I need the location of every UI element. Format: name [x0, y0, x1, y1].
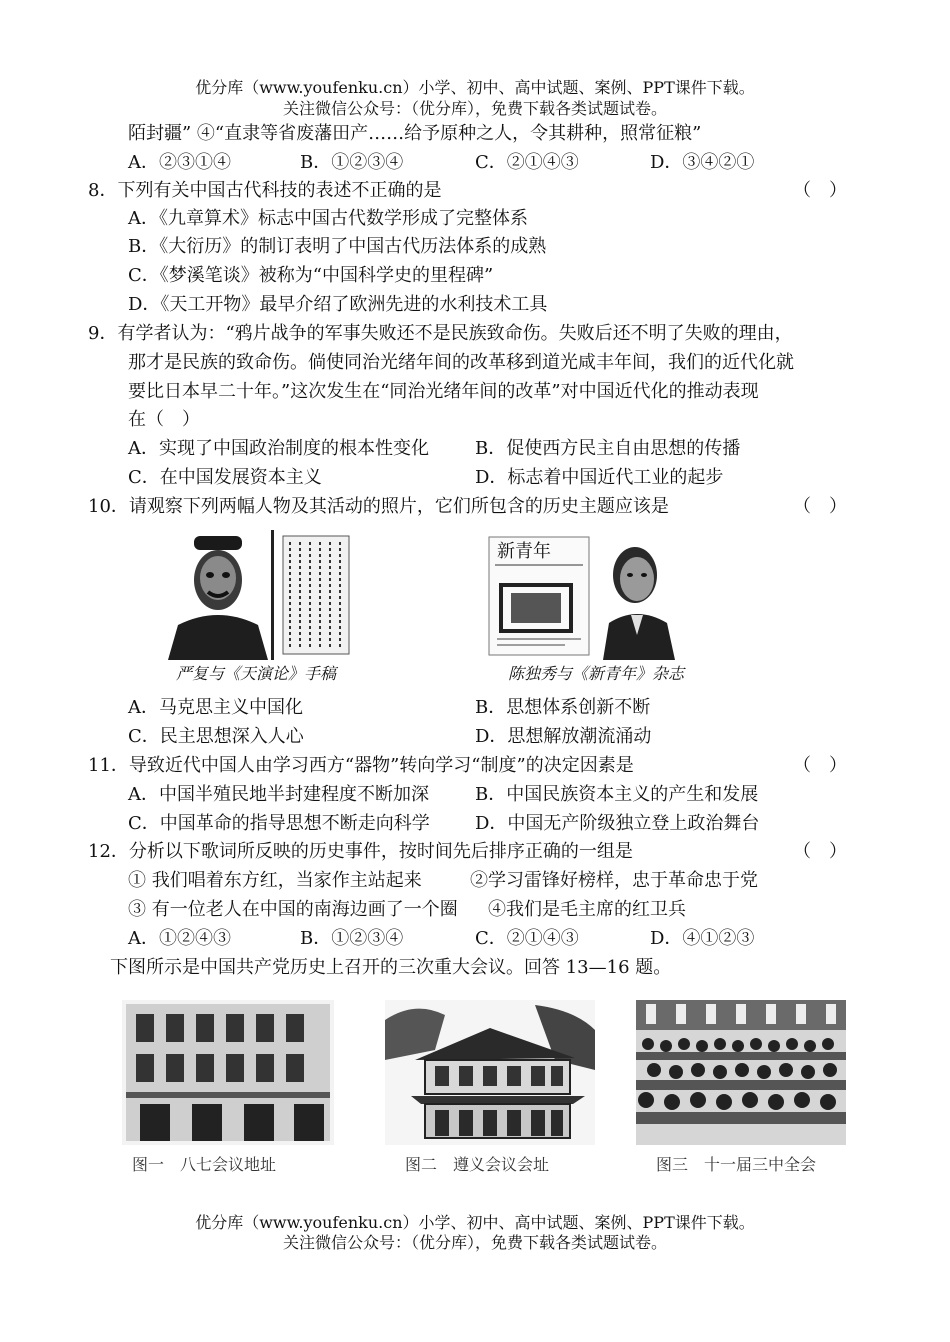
q11-option-a: A．中国半殖民地半封建程度不断加深 — [128, 784, 429, 805]
q12-option-d: D．④①②③ — [650, 928, 755, 949]
magazine-title: 新青年 — [497, 541, 551, 562]
q9-stem-line-2: 那才是民族的致命伤。倘使同治光绪年间的改革移到道光咸丰年间，我们的近代化就 — [128, 352, 794, 373]
figure-3-photo — [636, 1000, 846, 1145]
chenduxiu-photo — [485, 535, 695, 660]
q9-stem-line-1: 9．有学者认为：“鸦片战争的军事失败还不是民族致命伤。失败后还不明了失败的理由， — [88, 323, 793, 344]
q8-option-d: D．《天工开物》最早介绍了欧洲先进的水利技术工具 — [128, 294, 548, 315]
q12-option-b: B．①②③④ — [300, 928, 404, 949]
q13-16-intro: 下图所示是中国共产党历史上召开的三次重大会议。回答 13—16 题。 — [110, 957, 672, 978]
figure-3-caption: 图三 十一届三中全会 — [656, 1155, 817, 1174]
q8-option-a: A．《九章算术》标志中国古代数学形成了完整体系 — [128, 208, 528, 229]
figure-1-caption: 图一 八七会议地址 — [132, 1155, 277, 1174]
yanfu-photo — [168, 530, 353, 660]
q10-option-d: D．思想解放潮流涌动 — [475, 726, 652, 747]
header-line-2: 关注微信公众号：（优分库），免费下载各类试题试卷。 — [282, 99, 667, 118]
q12-song-3: ③ 有一位老人在中国的南海边画了一个圈 — [128, 899, 458, 920]
q8-stem: 8．下列有关中国古代科技的表述不正确的是 — [88, 180, 442, 201]
q7-option-a: A．②③①④ — [128, 152, 231, 173]
q11-answer-paren: （ ） — [793, 755, 847, 776]
q11-option-c: C．中国革命的指导思想不断走向科学 — [128, 813, 430, 834]
q8-option-b: B．《大衍历》的制订表明了中国古代历法体系的成熟 — [128, 236, 547, 257]
q7-option-c: C．②①④③ — [475, 152, 579, 173]
q7-continuation: 陌封疆” ④“直隶等省废藩田产……给予原种之人，令其耕种，照常征粮” — [128, 123, 702, 144]
q9-option-b: B．促使西方民主自由思想的传播 — [475, 438, 741, 459]
yanfu-caption: 严复与《天演论》手稿 — [176, 664, 337, 683]
q10-option-b: B．思想体系创新不断 — [475, 697, 651, 718]
q8-option-c: C．《梦溪笔谈》被称为“中国科学史的里程碑” — [128, 265, 494, 286]
q12-option-c: C．②①④③ — [475, 928, 579, 949]
q8-answer-paren: （ ） — [793, 180, 847, 201]
q12-song-2: ②学习雷锋好榜样，忠于革命忠于党 — [470, 870, 758, 891]
q7-option-d: D．③④②① — [650, 152, 755, 173]
q12-answer-paren: （ ） — [793, 841, 847, 862]
header-line-1: 优分库（www.youfenku.cn）小学、初中、高中试题、案例、PPT课件下载。 — [195, 78, 755, 97]
q9-stem-line-4: 在（ ） — [128, 409, 200, 430]
q10-stem: 10．请观察下列两幅人物及其活动的照片，它们所包含的历史主题应该是 — [88, 496, 669, 517]
q12-song-4: ④我们是毛主席的红卫兵 — [488, 899, 686, 920]
q12-stem: 12．分析以下歌词所反映的历史事件，按时间先后排序正确的一组是 — [88, 841, 633, 862]
q12-option-a: A．①②④③ — [128, 928, 231, 949]
q7-option-b: B．①②③④ — [300, 152, 404, 173]
chenduxiu-caption: 陈独秀与《新青年》杂志 — [508, 664, 685, 683]
q10-option-c: C．民主思想深入人心 — [128, 726, 304, 747]
figure-2-photo — [385, 1000, 595, 1145]
footer-line-1: 优分库（www.youfenku.cn）小学、初中、高中试题、案例、PPT课件下载。 — [195, 1213, 755, 1232]
q11-option-d: D．中国无产阶级独立登上政治舞台 — [475, 813, 760, 834]
q11-stem: 11．导致近代中国人由学习西方“器物”转向学习“制度”的决定因素是 — [88, 755, 634, 776]
figure-2-caption: 图二 遵义会议会址 — [405, 1155, 550, 1174]
q11-option-b: B．中国民族资本主义的产生和发展 — [475, 784, 759, 805]
q12-song-1: ① 我们唱着东方红，当家作主站起来 — [128, 870, 422, 891]
q10-option-a: A．马克思主义中国化 — [128, 697, 303, 718]
q10-answer-paren: （ ） — [793, 496, 847, 517]
q9-stem-line-3: 要比日本早二十年。”这次发生在“同治光绪年间的改革”对中国近代化的推动表现 — [128, 381, 759, 402]
q9-option-d: D．标志着中国近代工业的起步 — [475, 467, 724, 488]
figure-1-photo — [122, 1000, 334, 1145]
q9-option-a: A．实现了中国政治制度的根本性变化 — [128, 438, 429, 459]
q9-option-c: C．在中国发展资本主义 — [128, 467, 322, 488]
footer-line-2: 关注微信公众号：（优分库），免费下载各类试题试卷。 — [282, 1233, 667, 1252]
